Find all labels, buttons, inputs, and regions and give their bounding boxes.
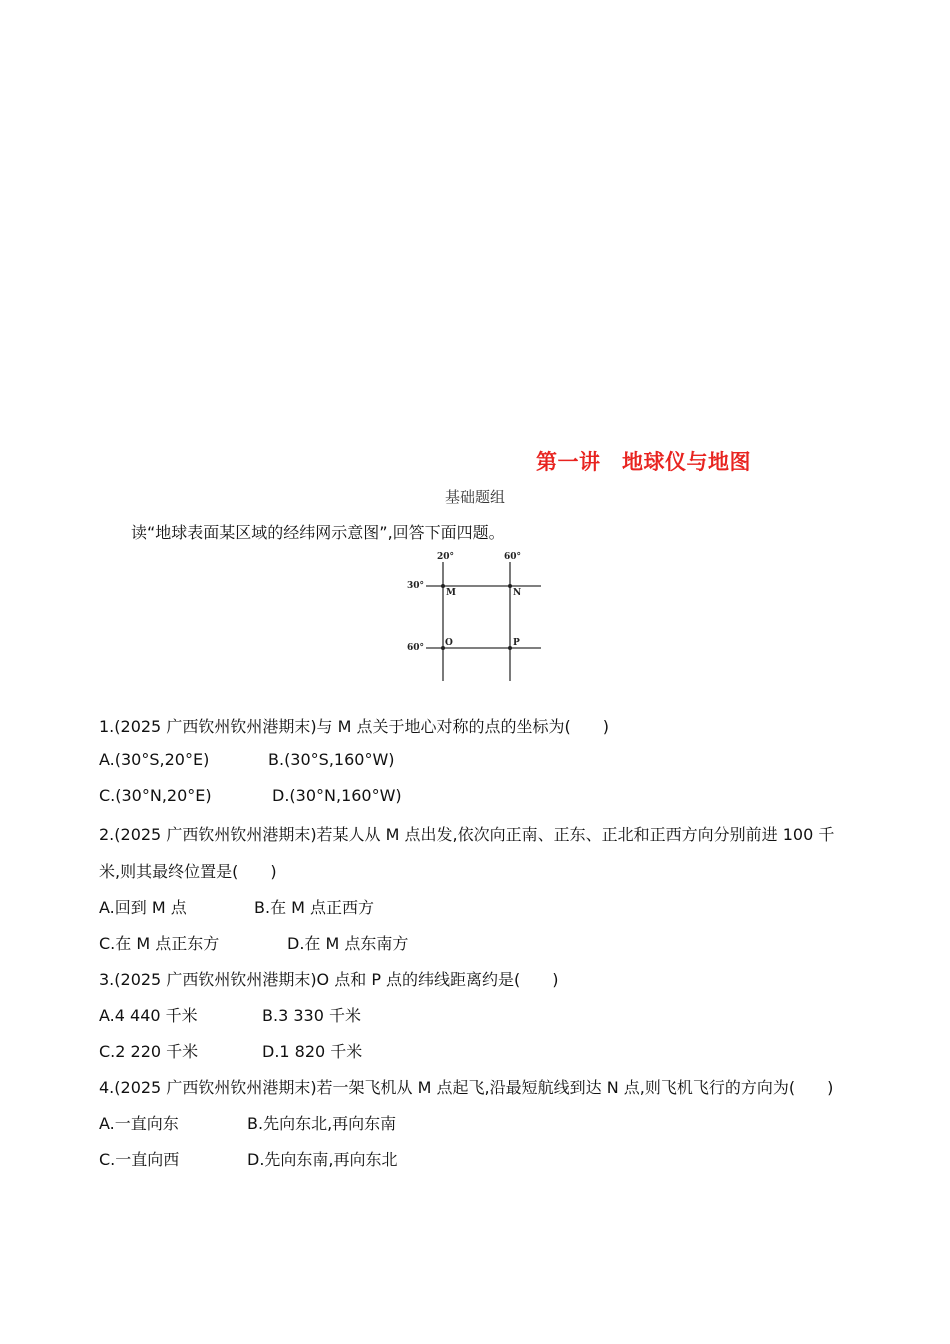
question-3-stem: 3.(2025 广西钦州钦州港期末)O 点和 P 点的纬线距离约是( ) — [99, 970, 559, 989]
question-2-option-d: D.在 M 点东南方 — [287, 934, 409, 953]
lon-label-20: 20° — [437, 552, 455, 562]
question-4-option-c: C.一直向西 — [99, 1150, 180, 1169]
question-1-stem: 1.(2025 广西钦州钦州港期末)与 M 点关于地心对称的点的坐标为( ) — [99, 717, 610, 736]
question-2-stem-line2: 米,则其最终位置是( ) — [99, 862, 277, 881]
point-o — [441, 646, 445, 650]
question-3-option-a: A.4 440 千米 — [99, 1006, 198, 1025]
question-2-option-c: C.在 M 点正东方 — [99, 934, 220, 953]
lesson-title: 第一讲 地球仪与地图 — [536, 450, 751, 474]
question-1-option-a: A.(30°S,20°E) — [99, 750, 210, 769]
question-4-stem: 4.(2025 广西钦州钦州港期末)若一架飞机从 M 点起飞,沿最短航线到达 N 点,则飞机飞行的方向为( ) — [99, 1078, 834, 1097]
question-2-stem-line1: 2.(2025 广西钦州钦州港期末)若某人从 M 点出发,依次向正南、正东、正北和正西方向分别前进 100 千 — [99, 825, 835, 844]
graticule-diagram — [400, 546, 550, 686]
lon-label-60: 60° — [504, 552, 522, 562]
point-label-n: N — [513, 588, 522, 598]
question-2-option-a: A.回到 M 点 — [99, 898, 187, 917]
point-p — [508, 646, 512, 650]
question-1-option-d: D.(30°N,160°W) — [272, 786, 402, 805]
section-heading: 基础题组 — [444, 488, 505, 506]
question-3-option-b: B.3 330 千米 — [262, 1006, 361, 1025]
question-1-option-c: C.(30°N,20°E) — [99, 786, 212, 805]
question-4-option-b: B.先向东北,再向东南 — [247, 1114, 397, 1133]
question-1-option-b: B.(30°S,160°W) — [268, 750, 395, 769]
point-n — [508, 584, 512, 588]
question-2-option-b: B.在 M 点正西方 — [254, 898, 375, 917]
lat-label-30: 30° — [407, 581, 425, 591]
question-4-option-a: A.一直向东 — [99, 1114, 179, 1133]
question-3-option-c: C.2 220 千米 — [99, 1042, 199, 1061]
question-3-option-d: D.1 820 千米 — [262, 1042, 363, 1061]
lat-label-60: 60° — [407, 643, 425, 653]
question-4-option-d: D.先向东南,再向东北 — [247, 1150, 398, 1169]
point-label-p: P — [513, 638, 520, 648]
intro-text: 读“地球表面某区域的经纬网示意图”,回答下面四题。 — [131, 523, 505, 542]
point-label-o: O — [445, 638, 453, 648]
point-m — [441, 584, 445, 588]
point-label-m: M — [446, 588, 456, 598]
